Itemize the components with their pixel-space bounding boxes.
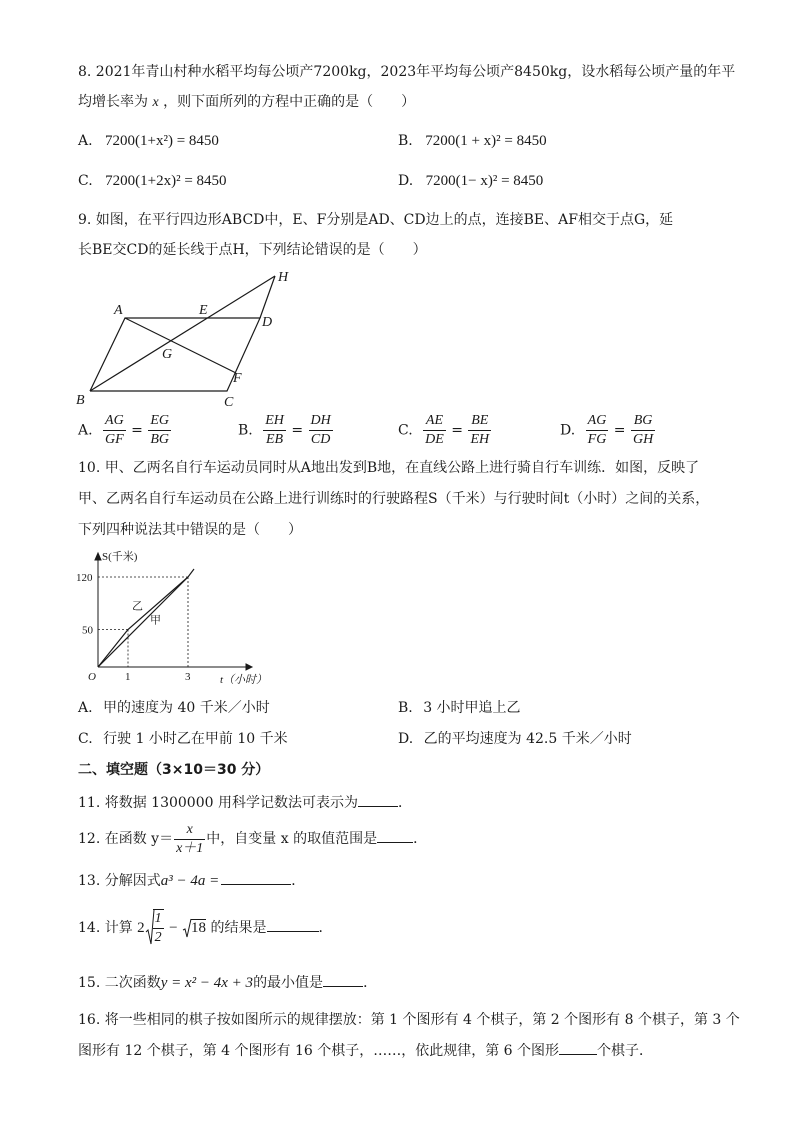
q12-pre: 12. 在函数 y＝ bbox=[78, 831, 174, 847]
q9-option-c: C. $\frac{AE}{DE}$ = $\frac{BE}{EH}$ bbox=[398, 413, 490, 447]
q8-option-b-letter: B. bbox=[398, 133, 413, 149]
q9-option-b-lhs bbox=[263, 412, 286, 449]
q9-c-lhs-num: AE bbox=[423, 412, 446, 431]
q8-line1: 8. 2021年青山村种水稻平均每公顷产7200kg，2023年平均每公顷产8450kg，设水稻每公顷产量的年平 bbox=[78, 64, 736, 80]
label-b: B bbox=[76, 393, 85, 408]
q9-a-rhs-num: EG bbox=[148, 412, 171, 431]
q13-answer-blank[interactable] bbox=[221, 870, 291, 885]
q9-a-lhs-den: GF bbox=[105, 432, 124, 447]
q14-fraction bbox=[153, 909, 164, 947]
q16-line2-b: 个棋子． bbox=[597, 1043, 654, 1059]
q8-option-b bbox=[398, 131, 547, 151]
q9-d-lhs-den: FG bbox=[587, 432, 607, 447]
y-axis-arrow bbox=[95, 553, 101, 560]
section-title-fill-in: 二、填空题（3×10＝30 分） bbox=[78, 762, 270, 778]
q10-option-b-letter: B. bbox=[398, 700, 413, 716]
q9-d-rhs-den: GH bbox=[632, 432, 654, 447]
q15-answer-blank[interactable] bbox=[323, 972, 363, 987]
label-c: C bbox=[224, 395, 234, 410]
label-f: F bbox=[233, 371, 242, 386]
q14-post: 的结果是 bbox=[210, 920, 267, 936]
q11 bbox=[78, 792, 412, 813]
q8-var: x bbox=[152, 95, 159, 110]
q8-line2-a: 均增长率为 bbox=[78, 94, 148, 110]
q9-b-lhs-num: EH bbox=[263, 412, 286, 431]
q13-end: ． bbox=[291, 873, 306, 889]
q9-option-d-lhs bbox=[586, 412, 609, 449]
q14-minus: − bbox=[169, 920, 178, 936]
series-label-jia: 甲 bbox=[150, 614, 161, 627]
q9-option-a-letter: A. bbox=[78, 422, 93, 439]
q14-num: 1 bbox=[153, 910, 164, 929]
q12-post: 中，自变量 x 的取值范围是 bbox=[206, 831, 378, 847]
segment-af bbox=[125, 318, 236, 373]
q14-end: ． bbox=[318, 920, 333, 936]
q9-option-d-letter: D. bbox=[560, 422, 576, 439]
origin-label: O bbox=[88, 671, 96, 683]
q9-option-c-lhs bbox=[423, 412, 446, 449]
x-tick-1: 1 bbox=[125, 671, 131, 683]
q9-d-rhs-num: BG bbox=[631, 412, 655, 431]
q16-answer-blank[interactable] bbox=[559, 1040, 597, 1055]
parallelogram-figure bbox=[70, 262, 310, 410]
q9-c-rhs-num: BE bbox=[468, 412, 491, 431]
q10-option-c bbox=[78, 729, 288, 749]
q10-option-d-letter: D. bbox=[398, 731, 414, 747]
y-axis-label: S(千米) bbox=[102, 551, 138, 563]
q10-option-b-text: 3 小时甲追上乙 bbox=[423, 700, 521, 716]
q9-a-rhs-den: BG bbox=[150, 432, 169, 447]
q14-answer-blank[interactable] bbox=[267, 917, 319, 932]
q10-option-c-text: 行驶 1 小时乙在甲前 10 千米 bbox=[103, 731, 288, 747]
q16-line2-a: 图形有 12 个棋子，第 4 个图形有 16 个棋子，……，依此规律，第 6 个图形 bbox=[78, 1043, 560, 1059]
x-axis-label: t（小时） bbox=[220, 674, 268, 686]
q10-option-a-letter: A. bbox=[78, 700, 93, 716]
q10-line1: 10. 甲、乙两名自行车运动员同时从A地出发到B地，在直线公路上进行骑自行车训练．如图，反映了 bbox=[78, 460, 700, 476]
series-line-jia bbox=[98, 577, 188, 667]
q14-coef: 2 bbox=[137, 920, 145, 936]
q10-option-a-text: 甲的速度为 40 千米／小时 bbox=[103, 700, 270, 716]
q8-option-a-letter: A. bbox=[78, 133, 93, 149]
q16-line2 bbox=[78, 1040, 653, 1061]
q10-option-a bbox=[78, 698, 270, 718]
label-g: G bbox=[162, 347, 173, 362]
q12-den: x＋1 bbox=[176, 840, 204, 856]
q8-option-a-expr: 7200(1+x²) = 8450 bbox=[105, 133, 219, 149]
x-axis-arrow bbox=[246, 664, 252, 670]
q8-option-c bbox=[78, 171, 227, 191]
q8-option-d-expr: 7200(1− x)² = 8450 bbox=[425, 173, 544, 189]
q8-option-b-expr: 7200(1 + x)² = 8450 bbox=[425, 133, 547, 149]
q12-fraction bbox=[174, 821, 205, 858]
q10-option-b bbox=[398, 698, 521, 718]
q13-pre: 13. 分解因式 bbox=[78, 873, 161, 889]
q9-c-rhs-den: EH bbox=[470, 432, 490, 447]
q12-answer-blank[interactable] bbox=[377, 828, 413, 843]
q9-b-rhs-num: DH bbox=[309, 412, 333, 431]
q9-option-a-rhs bbox=[148, 412, 171, 449]
q9-option-a-lhs bbox=[103, 412, 126, 449]
q9-b-lhs-den: EB bbox=[265, 432, 284, 447]
q8-line2-b: ，则下面所列的方程中正确的是（ ） bbox=[163, 94, 416, 110]
label-e: E bbox=[199, 303, 208, 318]
q9-option-a: A. $\frac{AG}{GF}$ = $\frac{EG}{BG}$ bbox=[78, 413, 169, 447]
q12-num: x bbox=[174, 821, 205, 840]
q15-end: ． bbox=[363, 975, 378, 991]
y-tick-50: 50 bbox=[82, 624, 93, 637]
q9-option-d-rhs bbox=[631, 412, 655, 449]
q10-option-d bbox=[398, 729, 632, 749]
q9-option-b: B. $\frac{EH}{EB}$ = $\frac{DH}{CD}$ bbox=[238, 413, 331, 447]
q10-line3: 下列四种说法其中错误的是（ ） bbox=[78, 522, 302, 538]
q10-option-d-text: 乙的平均速度为 42.5 千米／小时 bbox=[423, 731, 632, 747]
q8-option-c-letter: C. bbox=[78, 173, 93, 189]
q10-line2: 甲、乙两名自行车运动员在公路上进行训练时的行驶路程S（千米）与行驶时间t（小时）之间的关系， bbox=[78, 491, 710, 507]
q9-line2: 长BE交CD的延长线于点H，下列结论错误的是（ ） bbox=[78, 242, 427, 258]
q13 bbox=[78, 870, 305, 891]
label-d: D bbox=[262, 315, 273, 330]
q9-option-c-letter: C. bbox=[398, 422, 413, 439]
q15-expr: y = x² − 4x + 3 bbox=[160, 975, 254, 991]
label-a: A bbox=[114, 303, 123, 318]
q15 bbox=[78, 972, 377, 993]
q9-option-b-letter: B. bbox=[238, 422, 253, 439]
q11-end: ． bbox=[397, 795, 412, 811]
q12 bbox=[78, 820, 427, 858]
q11-text: 11. 将数据 1300000 用科学记数法可表示为 bbox=[78, 795, 358, 811]
q14 bbox=[78, 906, 333, 950]
q16-line1: 16. 将一些相同的棋子按如图所示的规律摆放：第 1 个图形有 4 个棋子，第 2 个图形有 8 个棋子，第 3 个 bbox=[78, 1012, 740, 1028]
distance-time-chart bbox=[70, 546, 270, 688]
q8-line2 bbox=[78, 92, 415, 113]
q9-d-lhs-num: AG bbox=[586, 412, 609, 431]
series-label-yi: 乙 bbox=[132, 600, 143, 613]
q10-option-c-letter: C. bbox=[78, 731, 93, 747]
q9-line1: 9. 如图，在平行四边形ABCD中，E、F分别是AD、CD边上的点，连接BE、AF相交于点G，延 bbox=[78, 212, 674, 228]
q12-end: ． bbox=[413, 831, 428, 847]
q9-option-d: D. $\frac{AG}{FG}$ = $\frac{BG}{GH}$ bbox=[560, 413, 654, 447]
q8-option-d-letter: D. bbox=[398, 173, 414, 189]
q11-answer-blank[interactable] bbox=[358, 792, 398, 807]
q15-pre: 15. 二次函数 bbox=[78, 975, 161, 991]
q14-den: 2 bbox=[154, 930, 162, 945]
q14-pre: 14. 计算 bbox=[78, 920, 133, 936]
series-extension bbox=[188, 569, 194, 577]
segment-dh bbox=[260, 276, 275, 318]
q9-b-rhs-den: CD bbox=[310, 432, 331, 447]
q9-option-b-rhs bbox=[309, 412, 333, 449]
q14-radicand: 18 bbox=[191, 920, 207, 936]
q8-option-c-expr: 7200(1+2x)² = 8450 bbox=[105, 173, 227, 189]
x-tick-3: 3 bbox=[185, 671, 191, 683]
label-h: H bbox=[278, 270, 289, 285]
q8-option-d bbox=[398, 171, 543, 191]
q13-expr: a³ − 4a = bbox=[160, 873, 220, 889]
y-tick-120: 120 bbox=[76, 572, 93, 584]
q9-a-lhs-num: AG bbox=[103, 412, 126, 431]
q9-c-lhs-den: DE bbox=[425, 432, 444, 447]
q9-option-c-rhs bbox=[468, 412, 491, 449]
q8-option-a bbox=[78, 131, 219, 151]
q15-post: 的最小值是 bbox=[253, 975, 324, 991]
